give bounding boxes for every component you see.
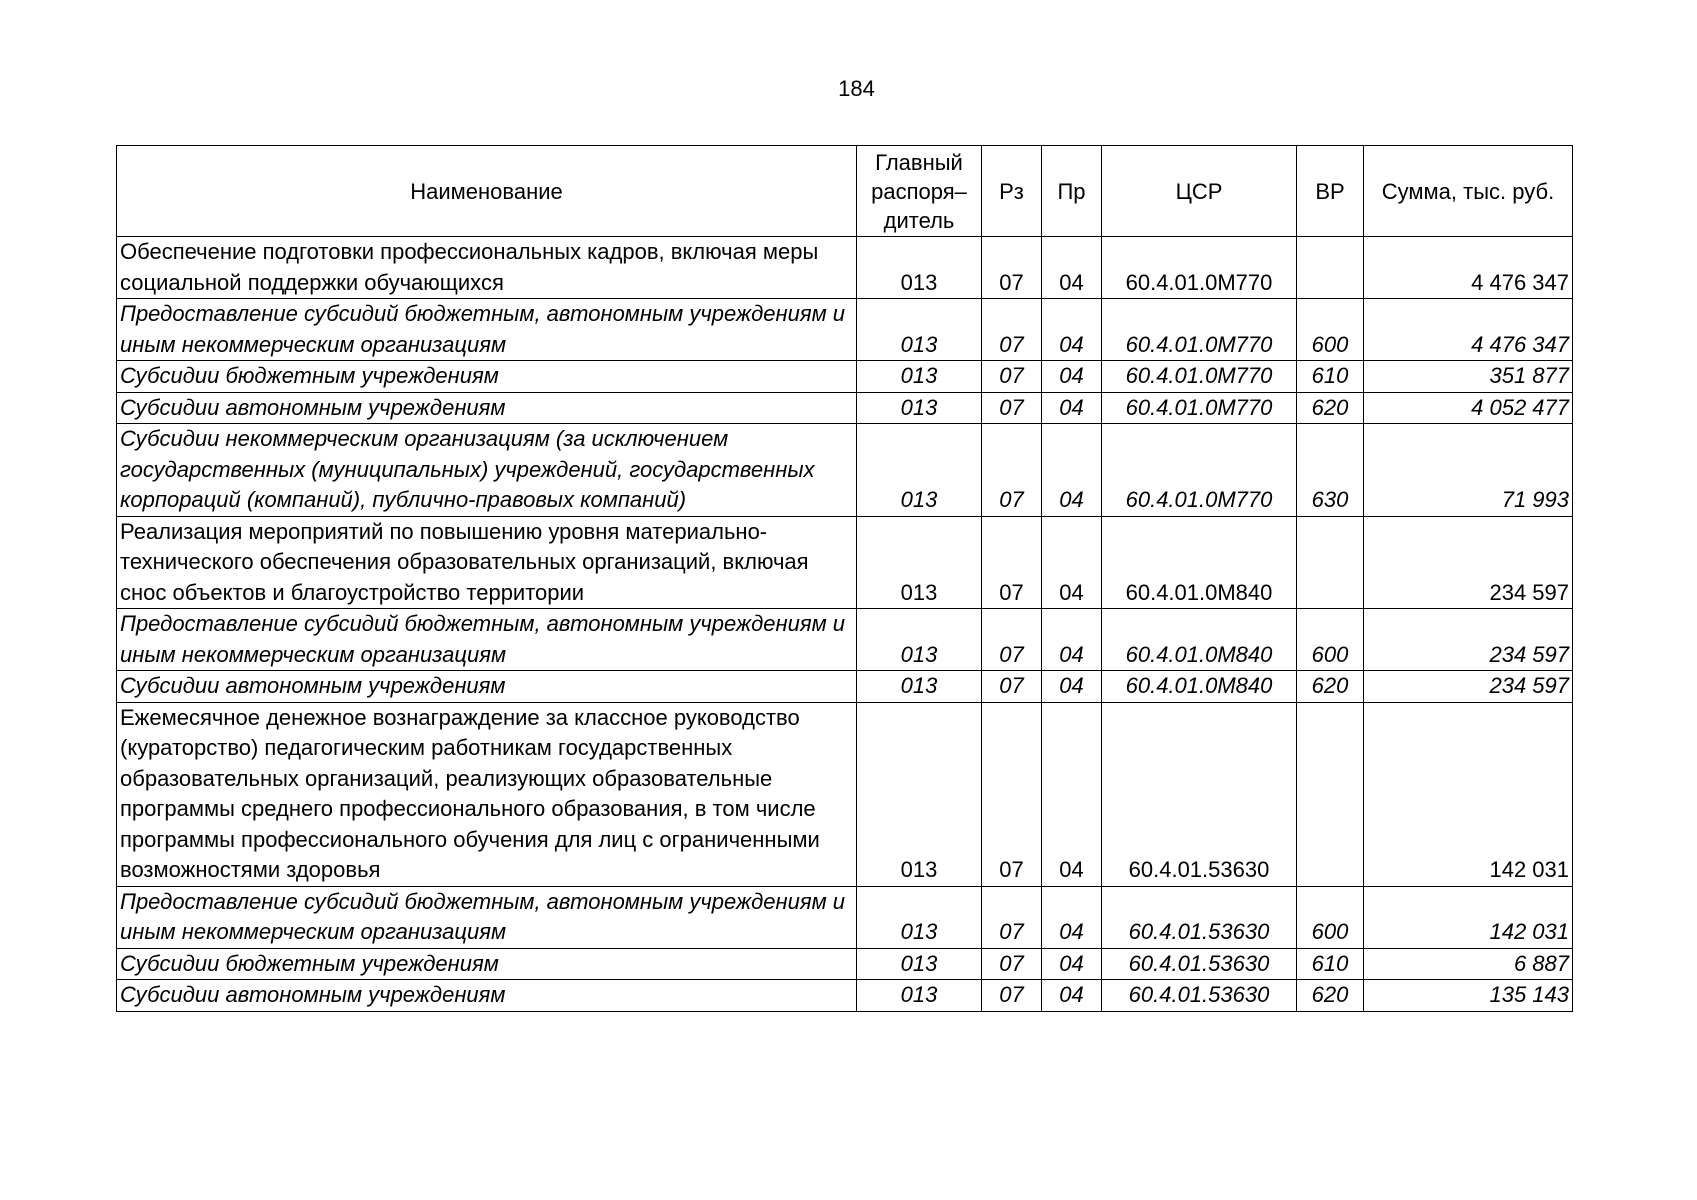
- cell-csr: 60.4.01.53630: [1102, 948, 1297, 980]
- cell-vr: 610: [1297, 948, 1364, 980]
- table-row: [117, 948, 1573, 980]
- cell-name: Обеспечение подготовки профессиональных кадров, включая меры социальной поддержки обучающихся: [117, 237, 857, 299]
- cell-rz: 07: [982, 237, 1042, 299]
- cell-pr: 04: [1042, 516, 1102, 609]
- cell-name: Предоставление субсидий бюджетным, автономным учреждениям и иным некоммерческим организациям: [117, 299, 857, 361]
- cell-manager: 013: [857, 424, 982, 517]
- table-row: [117, 886, 1573, 948]
- cell-name: Субсидии автономным учреждениям: [117, 671, 857, 703]
- table-row: [117, 392, 1573, 424]
- table-row: [117, 516, 1573, 609]
- cell-name: Субсидии автономным учреждениям: [117, 392, 857, 424]
- cell-manager: 013: [857, 392, 982, 424]
- cell-manager: 013: [857, 702, 982, 886]
- header-vr: ВР: [1297, 146, 1364, 237]
- cell-csr: 60.4.01.0М840: [1102, 516, 1297, 609]
- table-body: [117, 237, 1573, 1012]
- cell-pr: 04: [1042, 609, 1102, 671]
- cell-sum: 4 052 477: [1364, 392, 1573, 424]
- cell-pr: 04: [1042, 424, 1102, 517]
- cell-pr: 04: [1042, 299, 1102, 361]
- cell-vr: 620: [1297, 980, 1364, 1012]
- cell-vr: 600: [1297, 609, 1364, 671]
- cell-csr: 60.4.01.0М770: [1102, 237, 1297, 299]
- cell-sum: 142 031: [1364, 886, 1573, 948]
- cell-manager: 013: [857, 237, 982, 299]
- table-row: [117, 609, 1573, 671]
- cell-vr: 620: [1297, 392, 1364, 424]
- cell-csr: 60.4.01.0М840: [1102, 609, 1297, 671]
- cell-sum: 4 476 347: [1364, 299, 1573, 361]
- cell-vr: 610: [1297, 361, 1364, 393]
- cell-rz: 07: [982, 886, 1042, 948]
- cell-pr: 04: [1042, 392, 1102, 424]
- table-row: [117, 424, 1573, 517]
- cell-pr: 04: [1042, 237, 1102, 299]
- cell-manager: 013: [857, 886, 982, 948]
- cell-rz: 07: [982, 980, 1042, 1012]
- cell-rz: 07: [982, 702, 1042, 886]
- cell-csr: 60.4.01.0М770: [1102, 424, 1297, 517]
- cell-sum: 234 597: [1364, 609, 1573, 671]
- header-pr: Пр: [1042, 146, 1102, 237]
- cell-manager: 013: [857, 671, 982, 703]
- cell-csr: 60.4.01.0М840: [1102, 671, 1297, 703]
- cell-sum: 6 887: [1364, 948, 1573, 980]
- cell-sum: 234 597: [1364, 671, 1573, 703]
- cell-name: Субсидии некоммерческим организациям (за исключением государственных (муниципальных) учреждений, государственных корпораций (компаний), публично-правовых компаний): [117, 424, 857, 517]
- cell-vr: 620: [1297, 671, 1364, 703]
- table-row: [117, 237, 1573, 299]
- cell-vr: 630: [1297, 424, 1364, 517]
- cell-rz: 07: [982, 516, 1042, 609]
- header-csr: ЦСР: [1102, 146, 1297, 237]
- cell-manager: 013: [857, 980, 982, 1012]
- cell-csr: 60.4.01.0М770: [1102, 361, 1297, 393]
- header-rz: Рз: [982, 146, 1042, 237]
- cell-pr: 04: [1042, 886, 1102, 948]
- cell-pr: 04: [1042, 361, 1102, 393]
- cell-pr: 04: [1042, 702, 1102, 886]
- table-row: [117, 980, 1573, 1012]
- cell-csr: 60.4.01.53630: [1102, 980, 1297, 1012]
- table-header-row: [117, 146, 1573, 237]
- cell-manager: 013: [857, 299, 982, 361]
- cell-csr: 60.4.01.0М770: [1102, 299, 1297, 361]
- cell-pr: 04: [1042, 948, 1102, 980]
- cell-rz: 07: [982, 392, 1042, 424]
- cell-name: Субсидии автономным учреждениям: [117, 980, 857, 1012]
- cell-name: Реализация мероприятий по повышению уровня материально-технического обеспечения образовательных организаций, включая снос объектов и благоустройство территории: [117, 516, 857, 609]
- cell-sum: 4 476 347: [1364, 237, 1573, 299]
- cell-name: Предоставление субсидий бюджетным, автономным учреждениям и иным некоммерческим организациям: [117, 609, 857, 671]
- table-row: [117, 299, 1573, 361]
- cell-manager: 013: [857, 948, 982, 980]
- cell-name: Субсидии бюджетным учреждениям: [117, 361, 857, 393]
- cell-manager: 013: [857, 361, 982, 393]
- cell-sum: 142 031: [1364, 702, 1573, 886]
- cell-vr: [1297, 516, 1364, 609]
- table-row: [117, 671, 1573, 703]
- header-manager: Главный распоря–дитель: [857, 146, 982, 237]
- cell-rz: 07: [982, 299, 1042, 361]
- cell-csr: 60.4.01.53630: [1102, 886, 1297, 948]
- cell-sum: 71 993: [1364, 424, 1573, 517]
- cell-sum: 351 877: [1364, 361, 1573, 393]
- cell-rz: 07: [982, 609, 1042, 671]
- header-name: Наименование: [117, 146, 857, 237]
- cell-rz: 07: [982, 361, 1042, 393]
- cell-sum: 234 597: [1364, 516, 1573, 609]
- cell-rz: 07: [982, 948, 1042, 980]
- cell-name: Предоставление субсидий бюджетным, автономным учреждениям и иным некоммерческим организациям: [117, 886, 857, 948]
- cell-manager: 013: [857, 609, 982, 671]
- cell-vr: 600: [1297, 299, 1364, 361]
- cell-csr: 60.4.01.53630: [1102, 702, 1297, 886]
- cell-vr: [1297, 702, 1364, 886]
- cell-vr: [1297, 237, 1364, 299]
- budget-table: [116, 145, 1573, 1012]
- table-row: [117, 361, 1573, 393]
- cell-rz: 07: [982, 671, 1042, 703]
- cell-pr: 04: [1042, 980, 1102, 1012]
- cell-pr: 04: [1042, 671, 1102, 703]
- cell-sum: 135 143: [1364, 980, 1573, 1012]
- header-sum: Сумма, тыс. руб.: [1364, 146, 1573, 237]
- page-number: 184: [838, 76, 875, 101]
- cell-csr: 60.4.01.0М770: [1102, 392, 1297, 424]
- table-row: [117, 702, 1573, 886]
- cell-manager: 013: [857, 516, 982, 609]
- cell-name: Субсидии бюджетным учреждениям: [117, 948, 857, 980]
- cell-name: Ежемесячное денежное вознаграждение за классное руководство (кураторство) педагогическим работникам государственных образовательных организаций, реализующих образовательные программы среднего профессионального образования, в том числе программы профессионального обучения для лиц с ограниченными возможностями здоровья: [117, 702, 857, 886]
- cell-vr: 600: [1297, 886, 1364, 948]
- cell-rz: 07: [982, 424, 1042, 517]
